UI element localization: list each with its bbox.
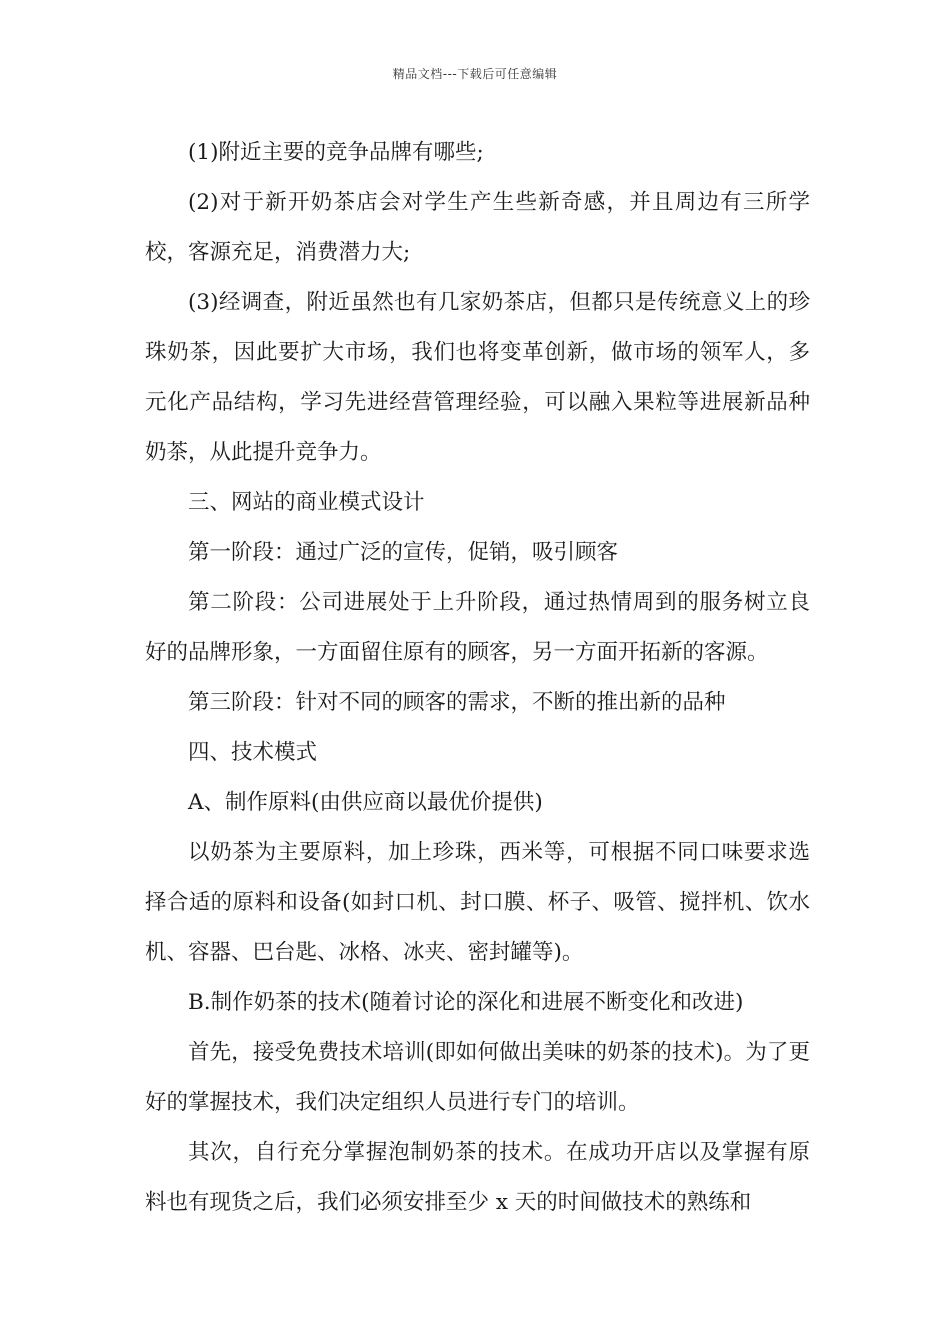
subheading-raw-materials: A、制作原料(由供应商以最优价提供) bbox=[188, 790, 543, 815]
paragraph-survey: (3)经调查，附近虽然也有几家奶茶店，但都只是传统意义上的珍珠奶茶，因此要扩大市场，我们也将变革创新，做市场的领军人，多元化产品结构，学习先进经营管理经验，可以融入果粒等进展新品种奶茶，从此提升竞争力。 bbox=[145, 290, 810, 465]
document-body bbox=[145, 128, 810, 1228]
paragraph-raw-materials: 以奶茶为主要原料，加上珍珠，西米等，可根据不同口味要求选择合适的原料和设备(如封口机、封口膜、杯子、吸管、搅拌机、饮水机、容器、巴台匙、冰格、冰夹、密封罐等)。 bbox=[145, 840, 810, 965]
paragraph-stage-one: 第一阶段：通过广泛的宣传，促销，吸引顾客 bbox=[188, 540, 619, 565]
paragraph-students: (2)对于新开奶茶店会对学生产生些新奇感，并且周边有三所学校，客源充足，消费潜力大; bbox=[145, 190, 810, 265]
subheading-technique: B.制作奶茶的技术(随着讨论的深化和进展不断变化和改进) bbox=[188, 990, 744, 1015]
paragraph-training: 首先，接受免费技术培训(即如何做出美味的奶茶的技术)。为了更好的掌握技术，我们决定组织人员进行专门的培训。 bbox=[145, 1040, 810, 1115]
section-heading-business-model: 三、网站的商业模式设计 bbox=[188, 490, 425, 515]
section-heading-technical-model: 四、技术模式 bbox=[188, 740, 318, 765]
paragraph-competitors: (1)附近主要的竞争品牌有哪些; bbox=[188, 140, 484, 165]
paragraph-mastery: 其次，自行充分掌握泡制奶茶的技术。在成功开店以及掌握有原料也有现货之后，我们必须安排至少 x 天的时间做技术的熟练和 bbox=[145, 1140, 810, 1215]
paragraph-stage-two: 第二阶段：公司进展处于上升阶段，通过热情周到的服务树立良好的品牌形象，一方面留住原有的顾客，另一方面开拓新的客源。 bbox=[145, 590, 810, 665]
page-header: 精品文档---下载后可任意编辑 bbox=[392, 67, 558, 81]
paragraph-stage-three: 第三阶段：针对不同的顾客的需求，不断的推出新的品种 bbox=[188, 690, 726, 715]
